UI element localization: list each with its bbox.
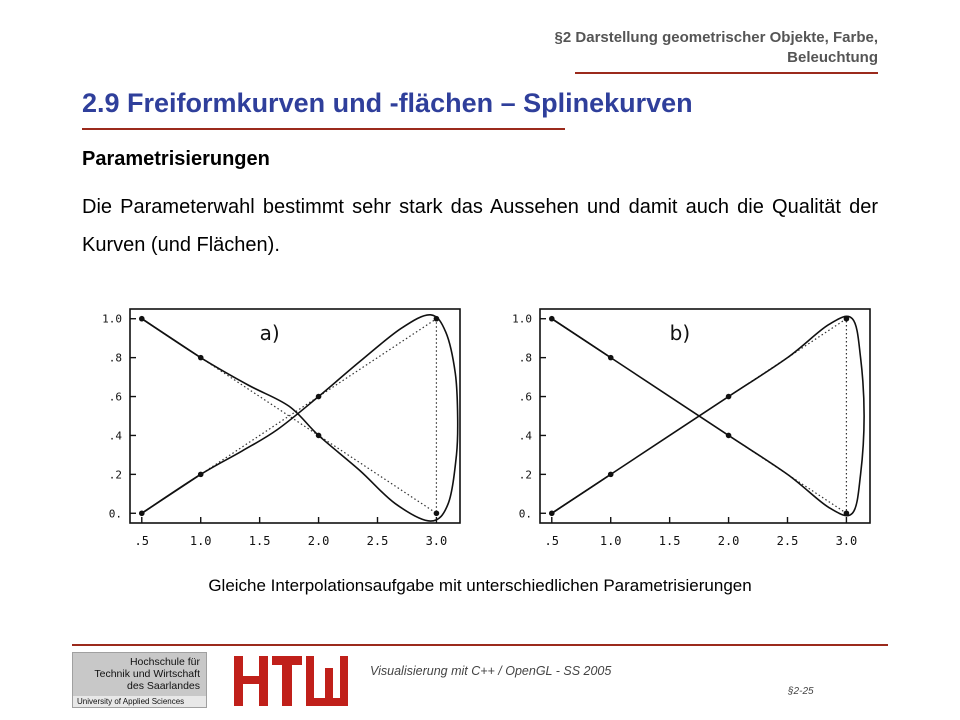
data-point [139,316,145,322]
data-point [549,316,555,322]
figure-caption: Gleiche Interpolationsaufgabe mit unterschiedlichen Parametrisierungen [208,576,752,595]
x-tick-label: 1.5 [248,534,271,548]
panel-label: a) [259,321,280,346]
x-tick-label: 1.0 [189,534,212,548]
y-tick-label: .6 [518,390,532,404]
data-point [726,433,732,439]
footer-rule-top [72,644,888,646]
control-polygon [201,319,437,514]
data-point [198,472,204,478]
y-tick-label: 0. [518,507,532,521]
data-point [434,510,440,516]
data-point [549,510,555,516]
panel-label: b) [669,321,691,346]
body-paragraph: Die Parameterwahl bestimmt sehr stark das Aussehen und damit auch die Qualität der Kurven (und Flächen). [82,196,878,256]
x-tick-label: 2.0 [717,534,740,548]
x-tick-label: 1.5 [658,534,681,548]
title-rule [82,128,565,130]
logo-line-2: Technik und Wirtschaft [94,668,200,680]
spline-curve [142,315,458,521]
y-tick-label: .8 [108,351,122,365]
y-tick-label: .4 [518,429,532,443]
chapter-rule [575,72,878,74]
y-tick-label: .8 [518,351,532,365]
x-tick-label: 1.0 [599,534,622,548]
data-point [726,394,732,400]
x-tick-label: 3.0 [835,534,858,548]
y-tick-label: 0. [108,507,122,521]
spline-curve [552,316,864,515]
data-point [316,394,322,400]
page-number: §2-25 [788,686,814,697]
y-tick-label: .6 [108,390,122,404]
x-tick-label: 3.0 [425,534,448,548]
x-tick-label: 2.0 [307,534,330,548]
data-point [434,316,440,322]
y-tick-label: .2 [518,468,532,482]
data-point [608,355,614,361]
control-polygon [729,319,847,514]
chapter-line-2: Beleuchtung [787,49,878,66]
x-tick-label: .5 [134,534,150,548]
y-tick-label: .2 [108,468,122,482]
plot-frame [540,309,870,523]
hochschule-logo [72,652,207,708]
data-point [139,510,145,516]
data-point [844,316,850,322]
y-tick-label: 1.0 [102,312,122,326]
y-tick-label: 1.0 [512,312,532,326]
x-tick-label: 2.5 [776,534,799,548]
logo-line-3: des Saarlandes [127,680,200,692]
chapter-line-1: §2 Darstellung geometrischer Objekte, Farbe, [554,29,878,46]
slide-title: 2.9 Freiformkurven und -flächen – Splinekurven [82,88,693,118]
data-point [316,433,322,439]
data-point [844,510,850,516]
data-point [608,472,614,478]
course-footer: Visualisierung mit C++ / OpenGL - SS 2005 [370,664,612,678]
x-tick-label: 2.5 [366,534,389,548]
plots-area [82,295,882,565]
logo-university: University of Applied Sciences [73,696,206,707]
plot-b [492,295,892,565]
y-tick-label: .4 [108,429,122,443]
htw-logo [230,654,352,708]
chapter-heading [478,28,878,68]
x-tick-label: .5 [544,534,560,548]
logo-line-1: Hochschule für [129,656,200,668]
plot-a [82,295,482,565]
section-subtitle: Parametrisierungen [82,148,270,170]
data-point [198,355,204,361]
